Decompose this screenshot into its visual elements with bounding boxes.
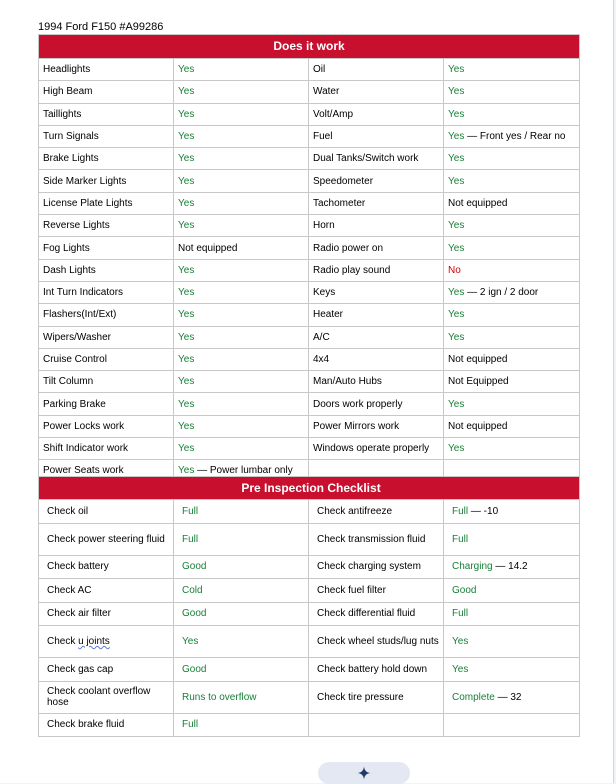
item-label: Radio power on bbox=[309, 237, 444, 259]
item-label: Dash Lights bbox=[39, 259, 174, 281]
item-label: Wipers/Washer bbox=[39, 326, 174, 348]
item-value bbox=[174, 523, 309, 555]
status-value: Yes bbox=[448, 242, 465, 254]
status-value: Yes bbox=[448, 220, 465, 232]
status-value: Yes bbox=[178, 64, 195, 76]
status-value: Yes bbox=[178, 287, 195, 299]
item-value bbox=[444, 304, 580, 326]
status-value: Yes bbox=[452, 636, 469, 647]
item-label: High Beam bbox=[39, 81, 174, 103]
item-label bbox=[309, 713, 444, 737]
item-label: Power Locks work bbox=[39, 415, 174, 437]
item-label: Check battery bbox=[39, 555, 174, 579]
spellcheck-word[interactable]: u joints bbox=[78, 636, 110, 647]
item-value bbox=[174, 713, 309, 737]
item-value bbox=[174, 192, 309, 214]
table-row bbox=[39, 215, 580, 237]
status-value: Charging bbox=[452, 561, 493, 573]
item-value bbox=[444, 148, 580, 170]
item-label: Tilt Column bbox=[39, 371, 174, 393]
item-label: Check differential fluid bbox=[309, 602, 444, 626]
status-value: Yes bbox=[452, 663, 469, 675]
item-value bbox=[444, 125, 580, 147]
status-value: Not equipped bbox=[178, 242, 238, 254]
status-value: Yes bbox=[178, 197, 195, 209]
item-label: Check air filter bbox=[39, 602, 174, 626]
table-row bbox=[39, 523, 580, 555]
item-label: Check coolant overflow hose bbox=[39, 681, 174, 713]
status-value: Yes bbox=[448, 331, 465, 343]
pre-inspection-table bbox=[38, 476, 580, 737]
item-label: Dual Tanks/Switch work bbox=[309, 148, 444, 170]
status-value: Yes bbox=[182, 636, 199, 647]
item-label: Speedometer bbox=[309, 170, 444, 192]
table-row bbox=[39, 103, 580, 125]
section-title: Does it work bbox=[39, 35, 580, 59]
item-value bbox=[174, 602, 309, 626]
status-value: Yes bbox=[178, 108, 195, 120]
status-value: Good bbox=[182, 663, 207, 675]
item-label: Cruise Control bbox=[39, 348, 174, 370]
item-label: Keys bbox=[309, 281, 444, 303]
item-label: Doors work properly bbox=[309, 393, 444, 415]
item-value bbox=[444, 681, 580, 713]
table-row bbox=[39, 602, 580, 626]
item-label: Taillights bbox=[39, 103, 174, 125]
table-row bbox=[39, 304, 580, 326]
item-label: Fog Lights bbox=[39, 237, 174, 259]
sparkle-icon bbox=[357, 766, 371, 780]
ai-assist-button[interactable] bbox=[318, 762, 410, 784]
item-label: Int Turn Indicators bbox=[39, 281, 174, 303]
status-value: Yes bbox=[178, 398, 195, 410]
item-label: Headlights bbox=[39, 59, 174, 81]
item-label: Check charging system bbox=[309, 555, 444, 579]
table-row bbox=[39, 326, 580, 348]
item-value bbox=[444, 170, 580, 192]
status-value: Yes bbox=[178, 354, 195, 365]
item-value bbox=[444, 626, 580, 658]
item-label bbox=[39, 626, 174, 658]
table-row bbox=[39, 148, 580, 170]
status-value: Yes bbox=[448, 131, 465, 143]
item-label: A/C bbox=[309, 326, 444, 348]
item-label: 4x4 bbox=[309, 348, 444, 370]
status-value: Runs to overflow bbox=[182, 691, 257, 703]
item-label: Reverse Lights bbox=[39, 215, 174, 237]
item-value bbox=[174, 579, 309, 603]
table-row bbox=[39, 237, 580, 259]
item-value bbox=[444, 579, 580, 603]
status-note: — Power lumbar only bbox=[197, 465, 293, 477]
status-value: Cold bbox=[182, 584, 203, 596]
item-label: Tachometer bbox=[309, 192, 444, 214]
status-value: Full bbox=[182, 505, 199, 517]
item-label: Oil bbox=[309, 59, 444, 81]
item-value bbox=[444, 281, 580, 303]
item-value bbox=[444, 192, 580, 214]
item-label: Check brake fluid bbox=[39, 713, 174, 737]
item-value bbox=[174, 371, 309, 393]
item-value bbox=[174, 415, 309, 437]
item-label: Flashers(Int/Ext) bbox=[39, 304, 174, 326]
item-value bbox=[174, 59, 309, 81]
section-title: Pre Inspection Checklist bbox=[39, 477, 580, 500]
item-label: Check antifreeze bbox=[309, 500, 444, 524]
item-label: Water bbox=[309, 81, 444, 103]
item-value bbox=[174, 348, 309, 370]
status-value: Good bbox=[452, 584, 477, 596]
status-value: Yes bbox=[178, 86, 195, 98]
item-value bbox=[174, 237, 309, 259]
status-value: Yes bbox=[178, 376, 195, 388]
status-value: Complete bbox=[452, 691, 495, 703]
status-value: Yes bbox=[178, 309, 195, 321]
item-value bbox=[444, 523, 580, 555]
item-value bbox=[174, 125, 309, 147]
status-value: Yes bbox=[448, 64, 465, 76]
status-value: Yes bbox=[448, 287, 465, 299]
item-label: Power Seats work bbox=[39, 460, 174, 482]
item-label: Windows operate properly bbox=[309, 438, 444, 460]
item-value bbox=[444, 393, 580, 415]
table-row bbox=[39, 259, 580, 281]
item-label: Power Mirrors work bbox=[309, 415, 444, 437]
status-value: Yes bbox=[448, 175, 465, 187]
table-row bbox=[39, 81, 580, 103]
table-row bbox=[39, 192, 580, 214]
status-value: Good bbox=[182, 608, 207, 620]
item-value bbox=[444, 326, 580, 348]
status-note: — -10 bbox=[470, 505, 499, 517]
item-value bbox=[444, 59, 580, 81]
status-note: — Front yes / Rear no bbox=[467, 131, 566, 143]
item-label: Check power steering fluid bbox=[39, 523, 174, 555]
item-value bbox=[174, 555, 309, 579]
table-row bbox=[39, 658, 580, 682]
item-value bbox=[174, 103, 309, 125]
status-value: Yes bbox=[178, 175, 195, 187]
status-value: Full bbox=[182, 719, 199, 731]
table-row bbox=[39, 125, 580, 147]
item-label: Shift Indicator work bbox=[39, 438, 174, 460]
status-value: Full bbox=[452, 505, 469, 517]
item-value bbox=[444, 602, 580, 626]
document-title: 1994 Ford F150 #A99286 bbox=[38, 21, 164, 33]
status-value: Yes bbox=[448, 86, 465, 98]
status-value: Not equipped bbox=[448, 420, 508, 432]
status-value: Yes bbox=[178, 331, 195, 343]
status-value: Not equipped bbox=[448, 354, 508, 365]
item-value bbox=[444, 348, 580, 370]
table-row bbox=[39, 438, 580, 460]
item-label: Check oil bbox=[39, 500, 174, 524]
status-note: — 2 ign / 2 door bbox=[467, 287, 539, 299]
item-label: Fuel bbox=[309, 125, 444, 147]
status-value: Yes bbox=[448, 108, 465, 120]
item-value bbox=[174, 326, 309, 348]
item-label: Check AC bbox=[39, 579, 174, 603]
item-label: Check fuel filter bbox=[309, 579, 444, 603]
table-row bbox=[39, 500, 580, 524]
item-label: License Plate Lights bbox=[39, 192, 174, 214]
status-value: Yes bbox=[178, 420, 195, 432]
table-row bbox=[39, 59, 580, 81]
item-label: Check battery hold down bbox=[309, 658, 444, 682]
item-value bbox=[174, 170, 309, 192]
item-label: Brake Lights bbox=[39, 148, 174, 170]
item-value bbox=[444, 438, 580, 460]
status-value: Yes bbox=[448, 398, 465, 410]
item-value bbox=[444, 237, 580, 259]
status-value: Yes bbox=[448, 309, 465, 321]
item-value bbox=[444, 500, 580, 524]
item-value bbox=[444, 415, 580, 437]
item-value bbox=[174, 681, 309, 713]
item-value bbox=[444, 371, 580, 393]
status-value: Full bbox=[452, 533, 469, 545]
status-value: Yes bbox=[178, 131, 195, 143]
table-row bbox=[39, 371, 580, 393]
item-value bbox=[444, 81, 580, 103]
status-value: Not equipped bbox=[448, 197, 508, 209]
item-value bbox=[444, 103, 580, 125]
item-value bbox=[174, 438, 309, 460]
status-note: — 14.2 bbox=[495, 561, 528, 573]
status-value: Not Equipped bbox=[448, 376, 509, 388]
status-value: No bbox=[448, 264, 461, 276]
item-label: Side Marker Lights bbox=[39, 170, 174, 192]
item-value bbox=[174, 304, 309, 326]
table-row bbox=[39, 579, 580, 603]
item-value bbox=[174, 626, 309, 658]
table-row bbox=[39, 170, 580, 192]
item-value bbox=[174, 148, 309, 170]
table-row bbox=[39, 681, 580, 713]
item-value bbox=[174, 393, 309, 415]
item-value bbox=[174, 658, 309, 682]
table-row bbox=[39, 555, 580, 579]
item-value bbox=[444, 555, 580, 579]
section-header-row bbox=[39, 477, 580, 500]
item-label: Turn Signals bbox=[39, 125, 174, 147]
table-row bbox=[39, 626, 580, 658]
status-value: Yes bbox=[178, 153, 195, 165]
status-value: Yes bbox=[178, 220, 195, 232]
item-label: Horn bbox=[309, 215, 444, 237]
table-row bbox=[39, 415, 580, 437]
status-value: Good bbox=[182, 561, 207, 573]
item-value bbox=[174, 259, 309, 281]
item-label: Man/Auto Hubs bbox=[309, 371, 444, 393]
status-value: Full bbox=[452, 608, 469, 620]
item-label: Radio play sound bbox=[309, 259, 444, 281]
section-header-row bbox=[39, 35, 580, 59]
table-row bbox=[39, 348, 580, 370]
does-it-work-table bbox=[38, 34, 580, 483]
status-value: Yes bbox=[178, 264, 195, 276]
item-label-text: Check bbox=[47, 636, 79, 647]
item-label: Heater bbox=[309, 304, 444, 326]
item-label: Check wheel studs/lug nuts bbox=[309, 626, 444, 658]
item-value bbox=[444, 658, 580, 682]
status-value: Full bbox=[182, 533, 199, 545]
item-label: Check tire pressure bbox=[309, 681, 444, 713]
table-row bbox=[39, 393, 580, 415]
status-value: Yes bbox=[448, 153, 465, 165]
item-label: Check transmission fluid bbox=[309, 523, 444, 555]
table-row bbox=[39, 713, 580, 737]
table-row bbox=[39, 281, 580, 303]
item-value bbox=[444, 215, 580, 237]
status-note: — 32 bbox=[497, 691, 522, 703]
item-label: Parking Brake bbox=[39, 393, 174, 415]
item-value bbox=[444, 713, 580, 737]
status-value: Yes bbox=[178, 443, 195, 455]
item-value bbox=[174, 281, 309, 303]
item-value bbox=[174, 81, 309, 103]
item-value bbox=[174, 500, 309, 524]
status-value: Yes bbox=[448, 443, 465, 455]
item-label: Volt/Amp bbox=[309, 103, 444, 125]
status-value: Yes bbox=[178, 465, 195, 477]
item-value bbox=[444, 259, 580, 281]
item-value bbox=[174, 215, 309, 237]
item-label: Check gas cap bbox=[39, 658, 174, 682]
